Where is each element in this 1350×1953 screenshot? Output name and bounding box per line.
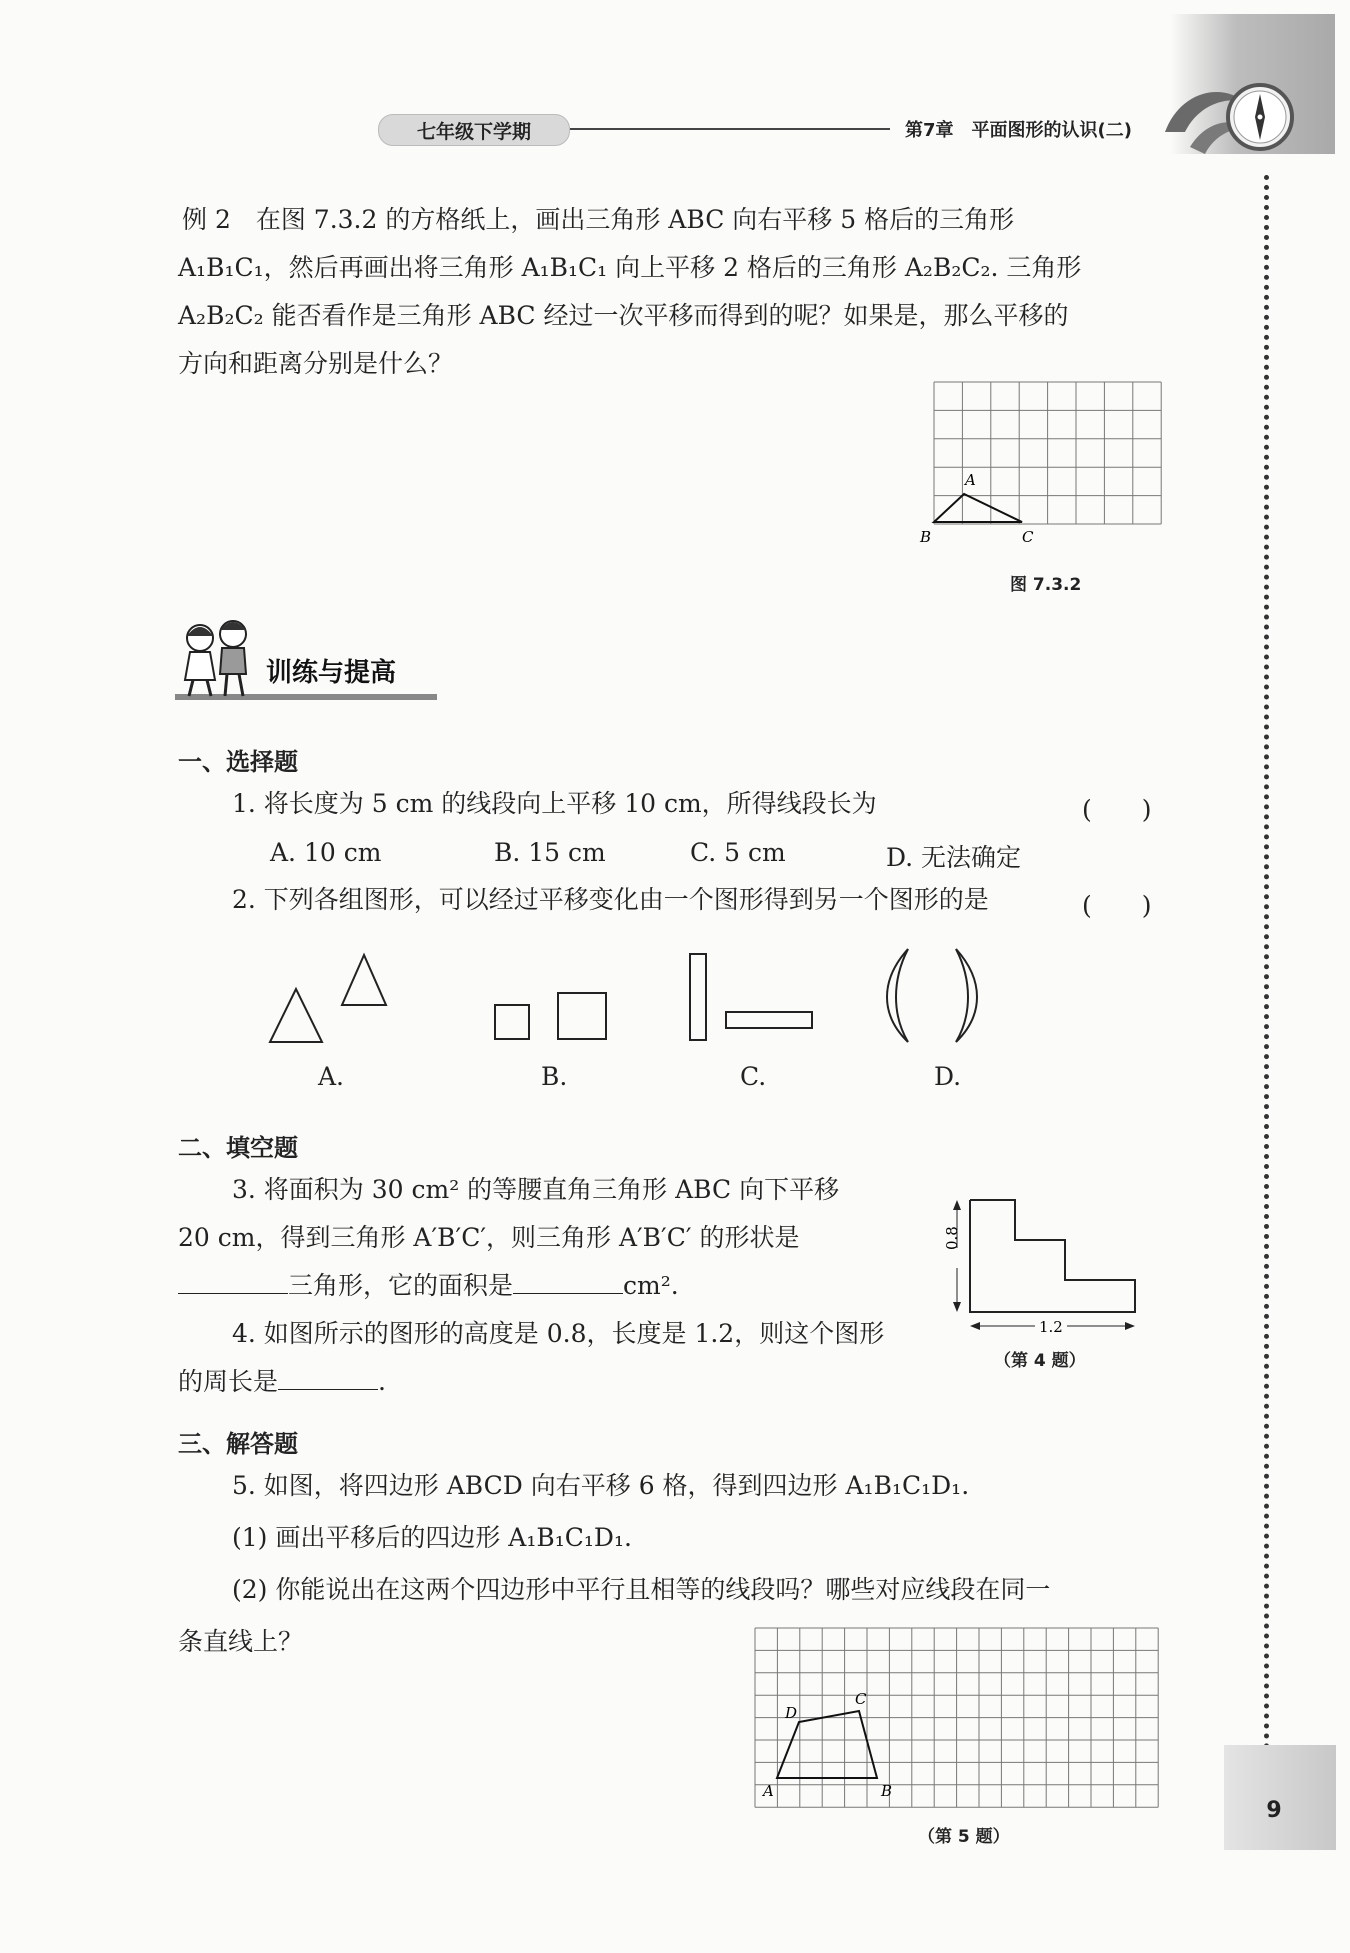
- q2-figure-c-rectangles: [680, 950, 820, 1045]
- q1-option-b[interactable]: B. 15 cm: [494, 838, 606, 867]
- q2-figure-d-arcs: [880, 945, 990, 1045]
- q1-text: 1. 将长度为 5 cm 的线段向上平移 10 cm，所得线段长为: [232, 789, 877, 818]
- q5-line-3: (2) 你能说出在这两个四边形中平行且相等的线段吗？哪些对应线段在同一: [232, 1575, 1051, 1604]
- figure-7-3-2-caption: 图 7.3.2: [1010, 575, 1082, 595]
- label-c: C: [1022, 528, 1034, 546]
- q5-line-2: (1) 画出平移后的四边形 A₁B₁C₁D₁.: [232, 1523, 632, 1552]
- q1-answer-paren[interactable]: ( ): [1082, 795, 1152, 824]
- q2-option-b[interactable]: B.: [541, 1062, 568, 1091]
- example2-line-1: 例 2 在图 7.3.2 的方格纸上，画出三角形 ABC 向右平移 5 格后的三角形: [182, 205, 1015, 234]
- header-rule: [570, 128, 890, 130]
- triangle-abc: [934, 494, 1022, 522]
- section1-title: 一、选择题: [178, 748, 298, 776]
- q3-line-2: 20 cm，得到三角形 A′B′C′，则三角形 A′B′C′ 的形状是: [178, 1223, 800, 1252]
- q4-staircase-figure: [935, 1190, 1150, 1340]
- example2-line-4: 方向和距离分别是什么？: [178, 349, 454, 378]
- q3-line-3: [178, 1262, 679, 1310]
- q5-line-4: 条直线上？: [178, 1627, 304, 1656]
- q3-line-1: 3. 将面积为 30 cm² 的等腰直角三角形 ABC 向下平移: [232, 1175, 840, 1204]
- q4-line-2-end: .: [378, 1367, 386, 1396]
- q4-line-2-text: 的周长是: [178, 1367, 279, 1396]
- q3-blank-shape[interactable]: [178, 1265, 288, 1294]
- q2-option-d[interactable]: D.: [934, 1062, 962, 1091]
- section2-title: 二、填空题: [178, 1134, 298, 1162]
- banner-title: 训练与提高: [266, 658, 397, 688]
- q2-figure-b-squares: [490, 985, 620, 1045]
- q5-label-d: D: [785, 1704, 798, 1722]
- margin-dotted-rule: [1264, 175, 1269, 1750]
- q5-label-a: A: [763, 1782, 774, 1800]
- q5-line-1: 5. 如图，将四边形 ABCD 向右平移 6 格，得到四边形 A₁B₁C₁D₁.: [232, 1471, 970, 1500]
- page-number: 9: [1266, 1798, 1282, 1823]
- q5-caption: （第 5 题）: [918, 1827, 1010, 1847]
- q4-width-label: 1.2: [1039, 1318, 1063, 1336]
- q2-text: 2. 下列各组图形，可以经过平移变化由一个图形得到另一个图形的是: [232, 885, 989, 914]
- q1-option-a[interactable]: A. 10 cm: [270, 838, 382, 867]
- example2-line-2: A₁B₁C₁，然后再画出将三角形 A₁B₁C₁ 向上平移 2 格后的三角形 A₂B₂C₂. 三角形: [178, 253, 1082, 282]
- q2-answer-paren[interactable]: ( ): [1082, 891, 1152, 920]
- q3-blank-area[interactable]: [513, 1265, 623, 1294]
- example2-line-3: A₂B₂C₂ 能否看作是三角形 ABC 经过一次平移而得到的呢？如果是，那么平移的: [178, 301, 1069, 330]
- q4-blank-perimeter[interactable]: [278, 1361, 378, 1390]
- q4-height-label: 0.8: [943, 1226, 961, 1250]
- q5-grid-figure: [745, 1618, 1175, 1818]
- chapter-label: 第7章 平面图形的认识(二): [905, 120, 1132, 141]
- grade-label: 七年级下学期: [378, 114, 570, 146]
- q4-line-1: 4. 如图所示的图形的高度是 0.8，长度是 1.2，则这个图形: [232, 1319, 885, 1348]
- q2-option-c[interactable]: C.: [740, 1062, 767, 1091]
- section3-title: 三、解答题: [178, 1430, 298, 1458]
- q1-option-c[interactable]: C. 5 cm: [690, 838, 786, 867]
- compass-logo-icon: [1160, 72, 1300, 162]
- q4-caption: （第 4 题）: [994, 1351, 1086, 1371]
- q2-figure-a-triangles: [260, 945, 400, 1045]
- q5-label-c: C: [855, 1690, 867, 1708]
- figure-7-3-2-grid: [910, 370, 1180, 550]
- q4-line-2: [178, 1358, 386, 1406]
- q3-line-3-mid: 三角形，它的面积是: [288, 1271, 514, 1300]
- label-b: B: [920, 528, 932, 546]
- q5-label-b: B: [881, 1782, 893, 1800]
- q2-option-a[interactable]: A.: [318, 1062, 345, 1091]
- q1-option-d[interactable]: D. 无法确定: [886, 843, 1022, 872]
- q3-line-3-end: cm².: [623, 1271, 679, 1300]
- label-a: A: [965, 471, 976, 489]
